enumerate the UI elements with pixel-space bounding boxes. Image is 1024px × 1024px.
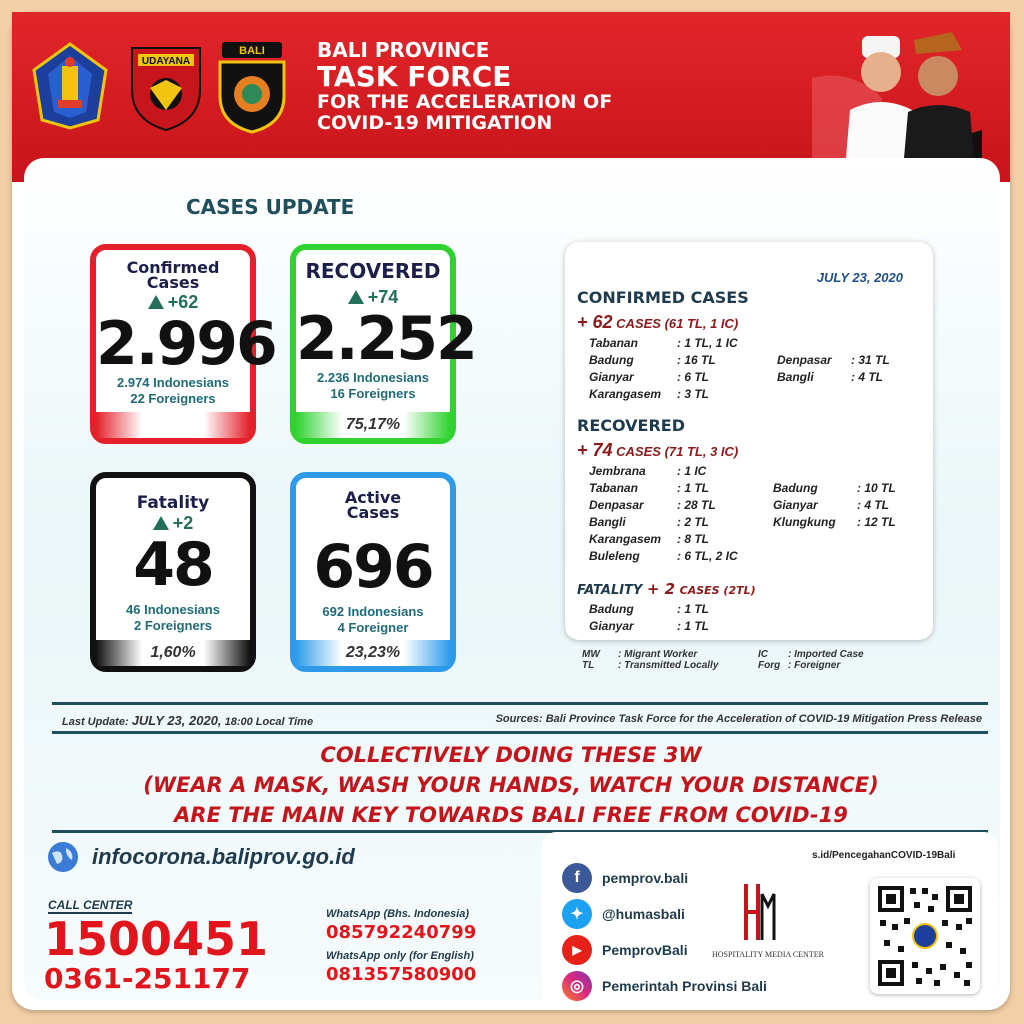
- youtube-handle: PemprovBali: [602, 942, 688, 958]
- header-line-4: COVID-19 MITIGATION: [317, 112, 553, 134]
- header-line-1: BALI PROVINCE: [317, 38, 490, 62]
- region-name: Karangasem: [589, 387, 662, 401]
- udayana-label: UDAYANA: [141, 56, 191, 67]
- whatsapp-indonesia-number[interactable]: 085792240799: [326, 922, 477, 943]
- region-name: Bangli: [777, 370, 814, 384]
- region-count: : 3 TL: [677, 387, 709, 401]
- whatsapp-indonesia-label: WhatsApp (Bhs. Indonesia): [326, 908, 469, 920]
- region-name: Tabanan: [589, 336, 638, 350]
- region-count: : 1 TL: [677, 481, 709, 495]
- whatsapp-english-label: WhatsApp only (for English): [326, 950, 474, 962]
- active-percent: 23,23%: [296, 640, 450, 666]
- region-name: Denpasar: [777, 353, 832, 367]
- confirmed-row: [777, 370, 883, 384]
- twitter-icon: ✦: [562, 899, 592, 929]
- confirmed-summary-text: CASES (61 TL, 1 IC): [616, 316, 739, 331]
- fatality-foreigners: 2 Foreigners: [133, 618, 213, 633]
- confirmed-cases-card: [90, 244, 276, 444]
- last-update: [62, 713, 313, 728]
- recovered-summary-text: CASES (71 TL, 3 IC): [616, 444, 739, 459]
- recovered-row: [589, 549, 738, 563]
- cases-update-title: CASES UPDATE: [186, 195, 355, 219]
- recovered-row: [589, 498, 716, 512]
- recovered-card: [290, 244, 476, 444]
- legend-value: : Foreigner: [788, 660, 841, 671]
- infographic-frame: [12, 12, 1010, 1010]
- fatality-delta-value: +2: [172, 513, 194, 533]
- recovered-indonesians: 2.236 Indonesians: [317, 370, 429, 385]
- region-count: : 10 TL: [857, 481, 896, 495]
- confirmed-percent: [96, 412, 250, 438]
- fatality-card: [90, 472, 256, 672]
- youtube-icon: ▶: [562, 935, 592, 965]
- recovered-value: 2.252: [296, 304, 476, 374]
- region-name: Badung: [773, 481, 818, 495]
- legend-ic: [758, 649, 864, 660]
- legend-key: IC: [758, 649, 768, 660]
- legend-value: : Migrant Worker: [618, 649, 698, 660]
- recovered-row: [589, 515, 709, 529]
- whatsapp-english-number[interactable]: 081357580900: [326, 964, 477, 985]
- confirmed-section-title: CONFIRMED CASES: [577, 288, 749, 307]
- recovered-foreigners: 16 Foreigners: [330, 386, 416, 401]
- fatality-indonesians: 46 Indonesians: [126, 602, 220, 617]
- recovered-row: [589, 532, 709, 546]
- region-name: Bangli: [589, 515, 626, 529]
- recovered-row: [773, 515, 896, 529]
- active-title-2: Cases: [346, 503, 400, 522]
- legend-key: TL: [582, 660, 595, 671]
- bali-province-emblem-icon: [32, 42, 108, 130]
- legend-key: MW: [582, 649, 600, 660]
- region-count: : 1 TL: [677, 602, 709, 616]
- udayana-emblem-icon: [128, 40, 204, 132]
- hmc-logo-icon: [742, 880, 782, 944]
- confirmed-foreigners: 22 Foreigners: [130, 391, 216, 406]
- confirmed-row: [589, 353, 716, 367]
- recovered-delta-value: +74: [367, 287, 399, 307]
- legend-value: : Imported Case: [788, 649, 864, 660]
- region-count: : 6 TL, 2 IC: [677, 549, 738, 563]
- confirmed-row: [589, 370, 709, 384]
- region-name: Karangasem: [589, 532, 662, 546]
- region-count: : 1 TL, 1 IC: [677, 336, 738, 350]
- instagram-handle: Pemerintah Provinsi Bali: [602, 978, 767, 994]
- case-details-box: [565, 242, 933, 640]
- region-name: Gianyar: [589, 619, 634, 633]
- region-name: Jembrana: [589, 464, 646, 478]
- hmc-label: HOSPITALITY MEDIA CENTER: [712, 950, 824, 959]
- region-count: : 12 TL: [857, 515, 896, 529]
- region-count: : 8 TL: [677, 532, 709, 546]
- instagram-icon: ◎: [562, 971, 592, 1001]
- confirmed-indonesians: 2.974 Indonesians: [117, 375, 229, 390]
- active-title-1: Active: [344, 488, 402, 507]
- globe-icon: [46, 840, 80, 874]
- facebook-handle: pemprov.bali: [602, 870, 689, 886]
- recovered-title: RECOVERED: [305, 259, 441, 283]
- legend-forg: [758, 660, 840, 671]
- header-banner: [12, 12, 1010, 182]
- details-date: JULY 23, 2020: [816, 270, 903, 285]
- header-title: [317, 40, 612, 133]
- recovered-summary: [577, 440, 738, 461]
- recovered-percent: 75,17%: [296, 412, 450, 438]
- fatality-section-title: FATALITY: [577, 583, 643, 598]
- confirmed-row: [777, 353, 890, 367]
- facebook-icon: f: [562, 863, 592, 893]
- instagram-link[interactable]: [562, 970, 767, 1002]
- region-name: Gianyar: [773, 498, 818, 512]
- region-name: Gianyar: [589, 370, 634, 384]
- region-count: : 4 TL: [851, 370, 883, 384]
- fatality-section: [577, 580, 756, 598]
- region-count: : 4 TL: [857, 498, 889, 512]
- last-update-label: Last Update:: [62, 716, 129, 728]
- recovered-row: [773, 481, 896, 495]
- header-line-3: FOR THE ACCELERATION OF: [317, 91, 613, 113]
- fatality-row: [589, 602, 709, 616]
- qr-code-icon: [870, 878, 980, 994]
- confirmed-delta-value: +62: [167, 292, 199, 312]
- region-count: : 16 TL: [677, 353, 716, 367]
- fatality-summary-text: CASES (2TL): [679, 584, 756, 597]
- region-count: : 6 TL: [677, 370, 709, 384]
- header-line-2: TASK FORCE: [317, 60, 512, 93]
- fatality-summary-count: + 2: [646, 580, 676, 598]
- confirmed-value: 2.996: [96, 309, 276, 379]
- call-center-number[interactable]: 1500451: [44, 912, 269, 966]
- recovered-summary-count: + 74: [577, 440, 613, 460]
- legend-tl: [582, 660, 718, 671]
- slogan-line-2: (WEAR A MASK, WASH YOUR HANDS, WATCH YOUR DISTANCE): [143, 773, 879, 797]
- call-center-label: CALL CENTER: [48, 898, 133, 912]
- confirmed-summary: [577, 312, 738, 333]
- active-value: 696: [313, 532, 433, 602]
- slogan-line-3: ARE THE MAIN KEY TOWARDS BALI FREE FROM COVID-19: [174, 803, 848, 827]
- region-count: : 1 TL: [677, 619, 709, 633]
- officials-portrait-image: [812, 18, 992, 158]
- sources: Sources: Bali Province Task Force for the Acceleration of COVID-19 Mitigation Press Release: [495, 713, 982, 725]
- active-indonesians: 692 Indonesians: [322, 604, 424, 619]
- last-update-bar: [52, 702, 988, 734]
- up-arrow-icon: [148, 295, 164, 309]
- confirmed-title-2: Cases: [146, 273, 200, 292]
- recovered-section-title: RECOVERED: [577, 416, 686, 435]
- region-name: Badung: [589, 602, 634, 616]
- confirmed-row: [589, 336, 738, 350]
- up-arrow-icon: [348, 290, 364, 304]
- region-count: : 31 TL: [851, 353, 890, 367]
- legend-key: Forg: [758, 660, 781, 671]
- region-count: : 28 TL: [677, 498, 716, 512]
- slogan-line-1: COLLECTIVELY DOING THESE 3W: [320, 743, 702, 767]
- active-cases-card: [290, 472, 456, 672]
- fatality-row: [589, 619, 709, 633]
- legend-value: : Transmitted Locally: [618, 660, 719, 671]
- confirmed-row: [589, 387, 709, 401]
- bali-police-emblem-icon: [214, 38, 290, 134]
- region-name: Badung: [589, 353, 634, 367]
- qr-code[interactable]: [870, 878, 980, 994]
- qr-url[interactable]: s.id/PencegahanCOVID-19Bali: [812, 850, 956, 861]
- youtube-link[interactable]: [562, 934, 688, 966]
- recovered-row: [589, 481, 709, 495]
- region-name: Klungkung: [773, 515, 836, 529]
- region-count: : 2 TL: [677, 515, 709, 529]
- call-center-number-2[interactable]: 0361-251177: [44, 962, 251, 995]
- facebook-link[interactable]: [562, 862, 688, 894]
- region-name: Tabanan: [589, 481, 638, 495]
- region-count: : 1 IC: [677, 464, 707, 478]
- website-link[interactable]: infocorona.baliprov.go.id: [92, 844, 355, 869]
- fatality-value: 48: [133, 530, 213, 600]
- active-foreigners: 4 Foreigner: [337, 620, 409, 635]
- recovered-row: [773, 498, 889, 512]
- region-name: Buleleng: [589, 549, 640, 563]
- twitter-link[interactable]: [562, 898, 685, 930]
- confirmed-summary-count: + 62: [577, 312, 613, 332]
- fatality-title: Fatality: [136, 493, 210, 513]
- up-arrow-icon: [153, 516, 169, 530]
- slogan: [12, 740, 1010, 830]
- legend-mw: [582, 649, 697, 660]
- confirmed-title-1: Confirmed: [126, 258, 220, 277]
- region-name: Denpasar: [589, 498, 644, 512]
- recovered-row: [589, 464, 706, 478]
- last-update-time: 18:00 Local Time: [224, 716, 314, 728]
- last-update-date: JULY 23, 2020,: [131, 713, 222, 728]
- twitter-handle: @humasbali: [602, 906, 685, 922]
- bali-label: BALI: [239, 45, 265, 57]
- fatality-percent: 1,60%: [96, 640, 250, 666]
